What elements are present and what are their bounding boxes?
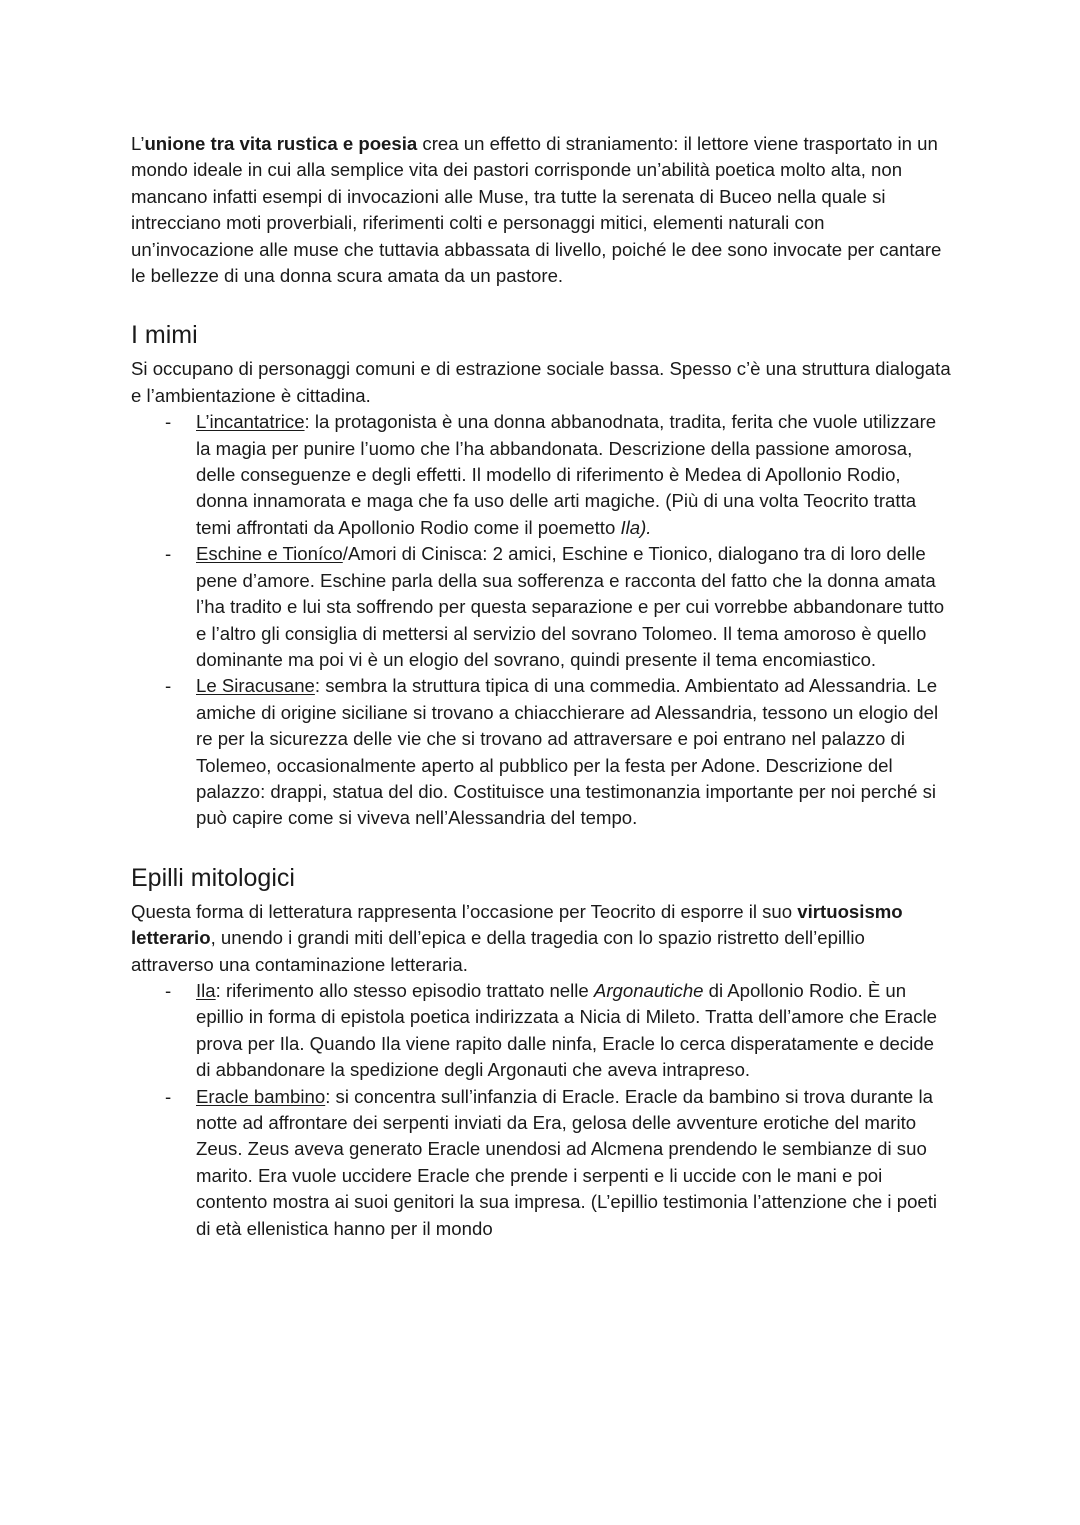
epilli-text-pre: Questa forma di letteratura rappresenta l’occasione per Teocrito di esporre il suo	[131, 900, 798, 922]
dash-bullet: -	[165, 543, 172, 565]
list-item-title: Ila	[196, 979, 216, 1001]
list-item	[131, 541, 951, 673]
list-item-italic: Argonautiche	[593, 979, 704, 1001]
list-item-body: /Amori di Cinisca: 2 amici, Eschine e Tionico, dialogano tra di loro delle pene d’amore. Eschine parla della sua sofferenza e racconta del fatto che la donna amata l’ha tradito e lui sta soffrendo per questa separazione e per cui vorrebbe abbandonare tutto e l’altro gli consiglia di mettersi al servizio del sovrano Tolomeo. Il tema amoroso è quello dominante ma poi vi è un elogio del sovrano, quindi presente il tema encomiastico.	[196, 543, 945, 670]
epilli-list	[131, 978, 951, 1242]
epilli-text-post: , unendo i grandi miti dell’epica e della tragedia con lo spazio ristretto dell’epillio attraverso una contaminazione letteraria.	[131, 927, 865, 975]
list-item-title: Eracle bambino	[196, 1085, 326, 1107]
list-item-body: : sembra la struttura tipica di una commedia. Ambientato ad Alessandria. Le amiche di origine siciliane si trovano a chiacchierare ad Alessandria, tessono un elogio del re per la sicurezza delle vie che si trovano ad attraversare e poi entrano nel palazzo di Tolemeo, occasionalmente aperto al pubblico per la festa per Adone. Descrizione del palazzo: drappi, statua del dio. Costituisce una testimonanzia importante per noi perché si può capire come si viveva nell’Alessandria del tempo.	[196, 675, 939, 829]
dash-bullet: -	[165, 411, 172, 433]
list-item	[131, 409, 951, 541]
intro-text: crea un effetto di straniamento: il lettore viene trasportato in un mondo ideale in cui alla semplice vita dei pastori corrisponde un’abilità poetica molto alta, non mancano infatti esempi di invocazioni alle Muse, tra tutte la serenata di Buceo nella quale si intrecciano moti proverbiali, riferimenti colti e personaggi mitici, elementi naturali con un’invocazione alle muse che tuttavia abbassata di livello, poiché le dee sono invocate per cantare le bellezze di una donna scura amata da un pastore.	[131, 133, 942, 287]
document-page	[131, 131, 951, 1242]
section-heading-epilli: Epilli mitologici	[131, 863, 295, 892]
list-item	[131, 978, 951, 1084]
epilli-paragraph	[131, 899, 951, 978]
list-item-title: Le Siracusane	[196, 675, 315, 697]
list-item-title: L’incantatrice	[196, 411, 305, 433]
list-item	[131, 673, 951, 831]
intro-paragraph	[131, 131, 951, 289]
section-heading-mimi: I mimi	[131, 321, 198, 350]
epilli-bold-phrase: virtuosismo letterario	[131, 900, 903, 949]
intro-bold-phrase: unione tra vita rustica e poesia	[144, 133, 418, 154]
list-item-body: : riferimento allo stesso episodio trattato nelle	[215, 979, 594, 1001]
list-item-italic: Ila).	[620, 516, 652, 538]
mimi-list	[131, 409, 951, 832]
intro-pre: L’	[131, 133, 145, 154]
list-item	[131, 1084, 951, 1242]
mimi-paragraph: Si occupano di personaggi comuni e di estrazione sociale bassa. Spesso c’è una struttura dialogata e l’ambientazione è cittadina.	[131, 358, 951, 406]
dash-bullet: -	[165, 675, 172, 697]
dash-bullet: -	[165, 1085, 172, 1107]
list-item-body: : la protagonista è una donna abbanodnata, tradita, ferita che vuole utilizzare la magia per punire l’uomo che l’ha abbandonata. Descrizione della passione amorosa, delle conseguenze e degli effetti. Il modello di riferimento è Medea di Apollonio Rodio, donna innamorata e maga che fa uso delle arti magiche. (Più di una volta Teocrito tratta temi affrontati da Apollonio Rodio come il poemetto	[196, 411, 937, 538]
dash-bullet: -	[165, 979, 172, 1001]
list-item-tail: di Apollonio Rodio. È un epillio in forma di epistola poetica indirizzata a Nicia di Mileto. Tratta dell’amore che Eracle prova per Ila. Quando Ila viene rapito dalle ninfa, Eracle lo cerca disperatamente e decide di abbandonare la spedizione degli Argonauti che aveva intrapreso.	[196, 979, 937, 1081]
list-item-title: Eschine e Tioníco	[196, 543, 343, 565]
list-item-body: : si concentra sull’infanzia di Eracle. Eracle da bambino si trova durante la notte ad affrontare dei serpenti inviati da Era, gelosa delle avventure erotiche del marito Zeus. Zeus aveva generato Eracle unendosi ad Alcmena prendendo le sembianze di suo marito. Era vuole uccidere Eracle che prende i serpenti e li uccide con le mani e poi contento mostra ai suoi genitori la sua impresa. (L’epillio testimonia l’attenzione che i poeti di età ellenistica hanno per il mondo	[196, 1085, 938, 1239]
